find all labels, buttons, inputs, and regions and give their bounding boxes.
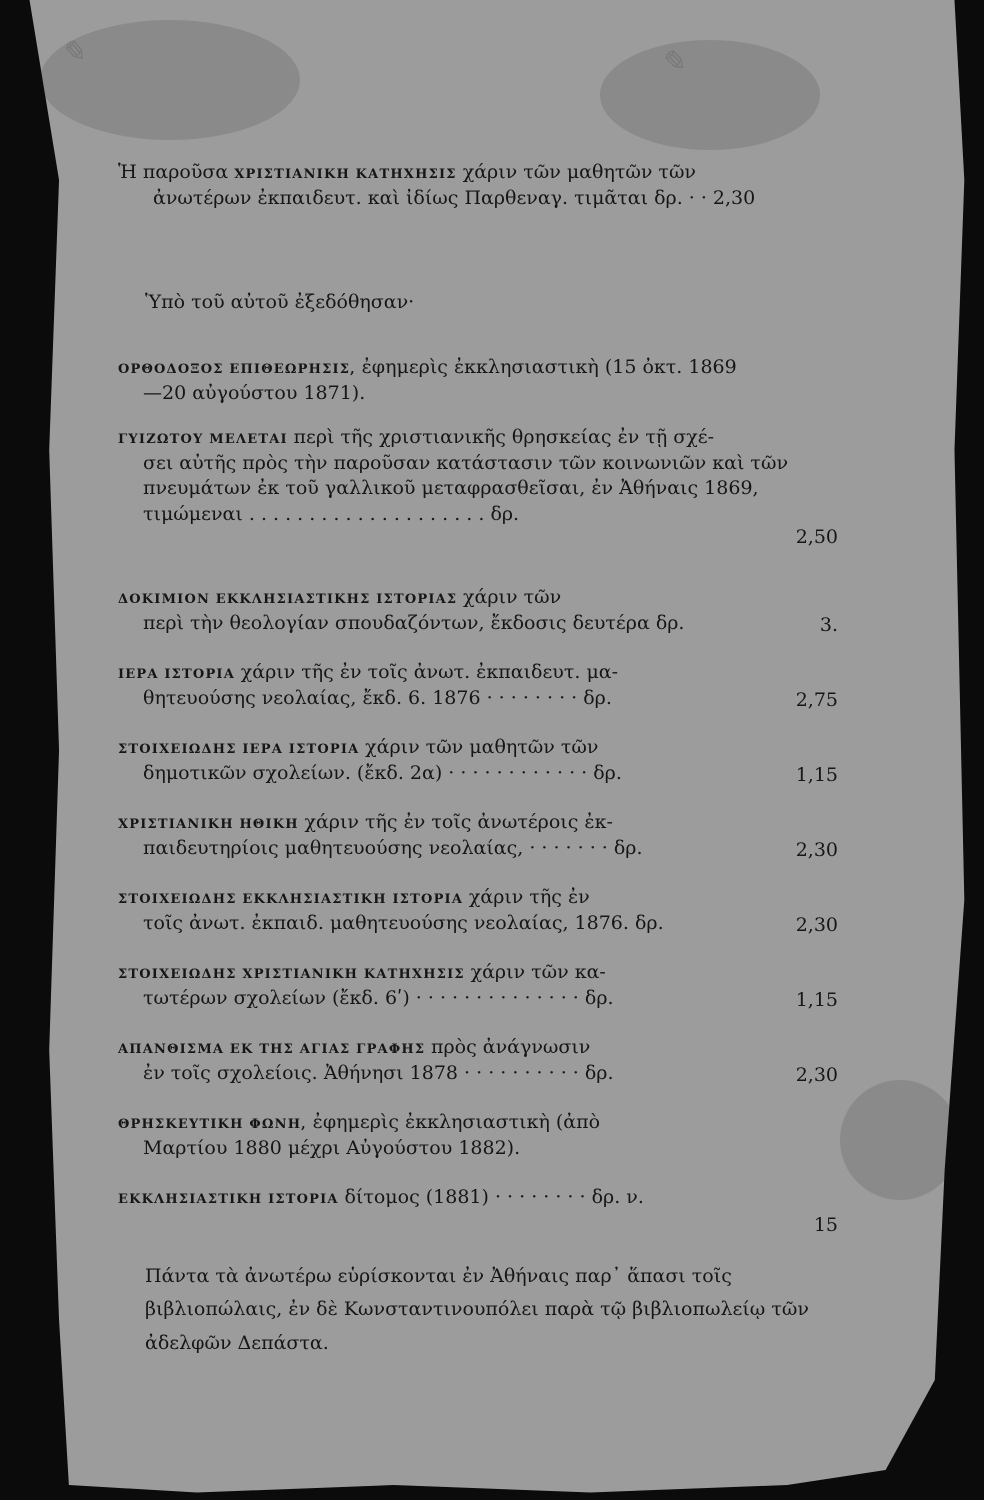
entry-title: ΣΤΟΙΧΕΙΩΔΗΣ ΧΡΙΣΤΙΑΝΙΚΗ ΚΑΤΗΧΗΣΙΣ <box>118 967 471 982</box>
entry-continuation: ἐν τοῖς σχολείοις. Ἀθήνησι 1878 · · · · · · · · · · δρ. <box>143 1061 614 1084</box>
entry-text: χάριν τῆς ἐν τοῖς ἀνωτ. ἐκπαιδευτ. μα- <box>240 661 619 683</box>
entry-price: 2,30 <box>795 914 838 936</box>
entry-first-line <box>118 810 818 836</box>
entry-continuation: δημοτικῶν σχολείων. (ἔκδ. 2α) · · · · · · · · · · · · δρ. <box>143 761 622 784</box>
entry-first-line <box>118 960 818 986</box>
entry-price: 3. <box>819 614 838 636</box>
header-line-2: ἀνωτέρων ἐκπαιδευτ. καὶ ἰδίως Παρθεναγ. τιμᾶται δρ. · · 2,30 <box>153 186 756 209</box>
entry-item <box>118 885 818 936</box>
entry-title: ΟΡΘΟΔΟΞΟΣ ΕΠΙΘΕΩΡΗΣΙΣ, <box>118 362 362 377</box>
entry-continuation: τωτέρων σχολείων (ἔκδ. 6ʹ) · · · · · · · · · · · · · · δρ. <box>143 986 614 1009</box>
entry-item <box>118 660 818 711</box>
header-block <box>118 160 838 211</box>
entry-text: ἐφημερὶς ἐκκλησιαστικὴ (ἀπὸ <box>312 1111 601 1133</box>
entry-continuation: τοῖς ἀνωτ. ἐκπαιδ. μαθητευούσης νεολαίας, 1876. δρ. <box>143 911 664 934</box>
entry-item <box>118 1185 818 1211</box>
entry-title: ΕΚΚΛΗΣΙΑΣΤΙΚΗ ΙΣΤΟΡΙΑ <box>118 1192 345 1207</box>
entry-continuation: παιδευτηρίοις μαθητευούσης νεολαίας, · · · · · · · δρ. <box>143 836 643 859</box>
entry-title: ΙΕΡΑ ΙΣΤΟΡΙΑ <box>118 667 241 682</box>
entry-title: ΘΡΗΣΚΕΥΤΙΚΗ ΦΩΝΗ, <box>118 1117 313 1132</box>
entry-text: ἐφημερὶς ἐκκλησιαστικὴ (15 ὀκτ. 1869 <box>361 356 737 378</box>
entry-first-line <box>118 660 818 686</box>
entry-text: χάριν τῶν μαθητῶν τῶν <box>365 736 599 758</box>
entry-item <box>118 735 818 786</box>
entry-item <box>118 355 818 406</box>
entries-list <box>118 355 838 1236</box>
entry-first-line <box>118 885 818 911</box>
header-rest: χάριν τῶν μαθητῶν τῶν <box>462 161 696 183</box>
entry-first-line <box>118 355 818 381</box>
entry-price: 2,50 <box>795 526 838 548</box>
header-lead: Ἡ παροῦσα <box>118 161 229 183</box>
entry-first-line <box>118 425 818 451</box>
header-caps: ΧΡΙΣΤΙΑΝΙΚΗ ΚΑΤΗΧΗΣΙΣ <box>234 167 457 182</box>
entry-price: 1,15 <box>795 764 838 786</box>
entry-price: 1,15 <box>795 989 838 1011</box>
entry-price: 2,75 <box>795 689 838 711</box>
handwritten-mark: ✎ <box>657 43 688 82</box>
subheading: Ὑπὸ τοῦ αὐτοῦ ἐξεδόθησαν· <box>145 291 415 313</box>
entry-price: 2,30 <box>795 839 838 861</box>
entry-text: χάριν τῶν κα- <box>470 961 606 983</box>
entry-first-line <box>118 585 818 611</box>
paper-stain <box>600 40 820 150</box>
entry-text: περὶ τῆς χριστιανικῆς θρησκείας ἐν τῇ σχέ- <box>293 426 715 448</box>
entry-title: ΧΡΙΣΤΙΑΝΙΚΗ ΗΘΙΚΗ <box>118 817 305 832</box>
handwritten-mark: ✎ <box>58 34 87 71</box>
footer-text: Πάντα τὰ ἀνωτέρω εὑρίσκονται ἐν Ἀθήναις παρ᾽ ἅπασι τοῖς βιβλιοπώλαις, ἐν δὲ Κωνσταντινουπόλει παρὰ τῷ βιβλιοπωλείῳ τῶν ἀδελφῶν Δεπάστα. <box>145 1265 809 1354</box>
header-line-1 <box>118 160 838 186</box>
entry-price: 2,30 <box>795 1064 838 1086</box>
entry-item <box>118 425 818 528</box>
entry-continuation: Μαρτίου 1880 μέχρι Αὐγούστου 1882). <box>143 1136 521 1159</box>
entry-continuation: —20 αὐγούστου 1871). <box>143 381 366 404</box>
entry-text: δίτομος (1881) · · · · · · · · δρ. ν. <box>344 1186 644 1208</box>
entry-price: 15 <box>813 1214 838 1236</box>
entry-text: χάριν τῶν <box>463 586 562 608</box>
entry-title: ΔΟΚΙΜΙΟΝ ΕΚΚΛΗΣΙΑΣΤΙΚΗΣ ΙΣΤΟΡΙΑΣ <box>118 592 464 607</box>
entry-title: ΑΠΑΝΘΙΣΜΑ ΕΚ ΤΗΣ ΑΓΙΑΣ ΓΡΑΦΗΣ <box>118 1042 431 1057</box>
entry-item <box>118 810 818 861</box>
entry-item <box>118 1035 818 1086</box>
entry-first-line <box>118 735 818 761</box>
entry-continuation: περὶ τὴν θεολογίαν σπουδαζόντων, ἔκδοσις δευτέρα δρ. <box>143 611 685 634</box>
entry-text: πρὸς ἀνάγνωσιν <box>430 1036 591 1058</box>
entry-item <box>118 960 818 1011</box>
entry-title: ΓΥΙΖΩΤΟΥ ΜΕΛΕΤΑΙ <box>118 432 294 447</box>
entry-item <box>118 585 818 636</box>
entry-first-line <box>118 1110 818 1136</box>
entry-title: ΣΤΟΙΧΕΙΩΔΗΣ ΙΕΡΑ ΙΣΤΟΡΙΑ <box>118 742 366 757</box>
paper-stain <box>840 1080 960 1200</box>
entry-text: χάριν τῆς ἐν τοῖς ἀνωτέροις ἐκ- <box>304 811 613 833</box>
entry-title: ΣΤΟΙΧΕΙΩΔΗΣ ΕΚΚΛΗΣΙΑΣΤΙΚΗ ΙΣΤΟΡΙΑ <box>118 892 469 907</box>
entry-item <box>118 1110 818 1161</box>
entry-text: χάριν τῆς ἐν <box>468 886 590 908</box>
entry-first-line <box>118 1185 818 1211</box>
entry-first-line <box>118 1035 818 1061</box>
entry-continuation: θητευούσης νεολαίας, ἔκδ. 6. 1876 · · · · · · · · δρ. <box>143 686 612 709</box>
entry-continuation: σει αὐτῆς πρὸς τὴν παροῦσαν κατάστασιν τῶν κοινωνιῶν καὶ τῶν πνευμάτων ἐκ τοῦ γαλλικοῦ μεταφρασθεῖσαι, ἐν Ἀθήναις 1869, τιμώμεναι . . . . . . . . . . . . . . . . . . . . δρ. <box>143 451 788 525</box>
